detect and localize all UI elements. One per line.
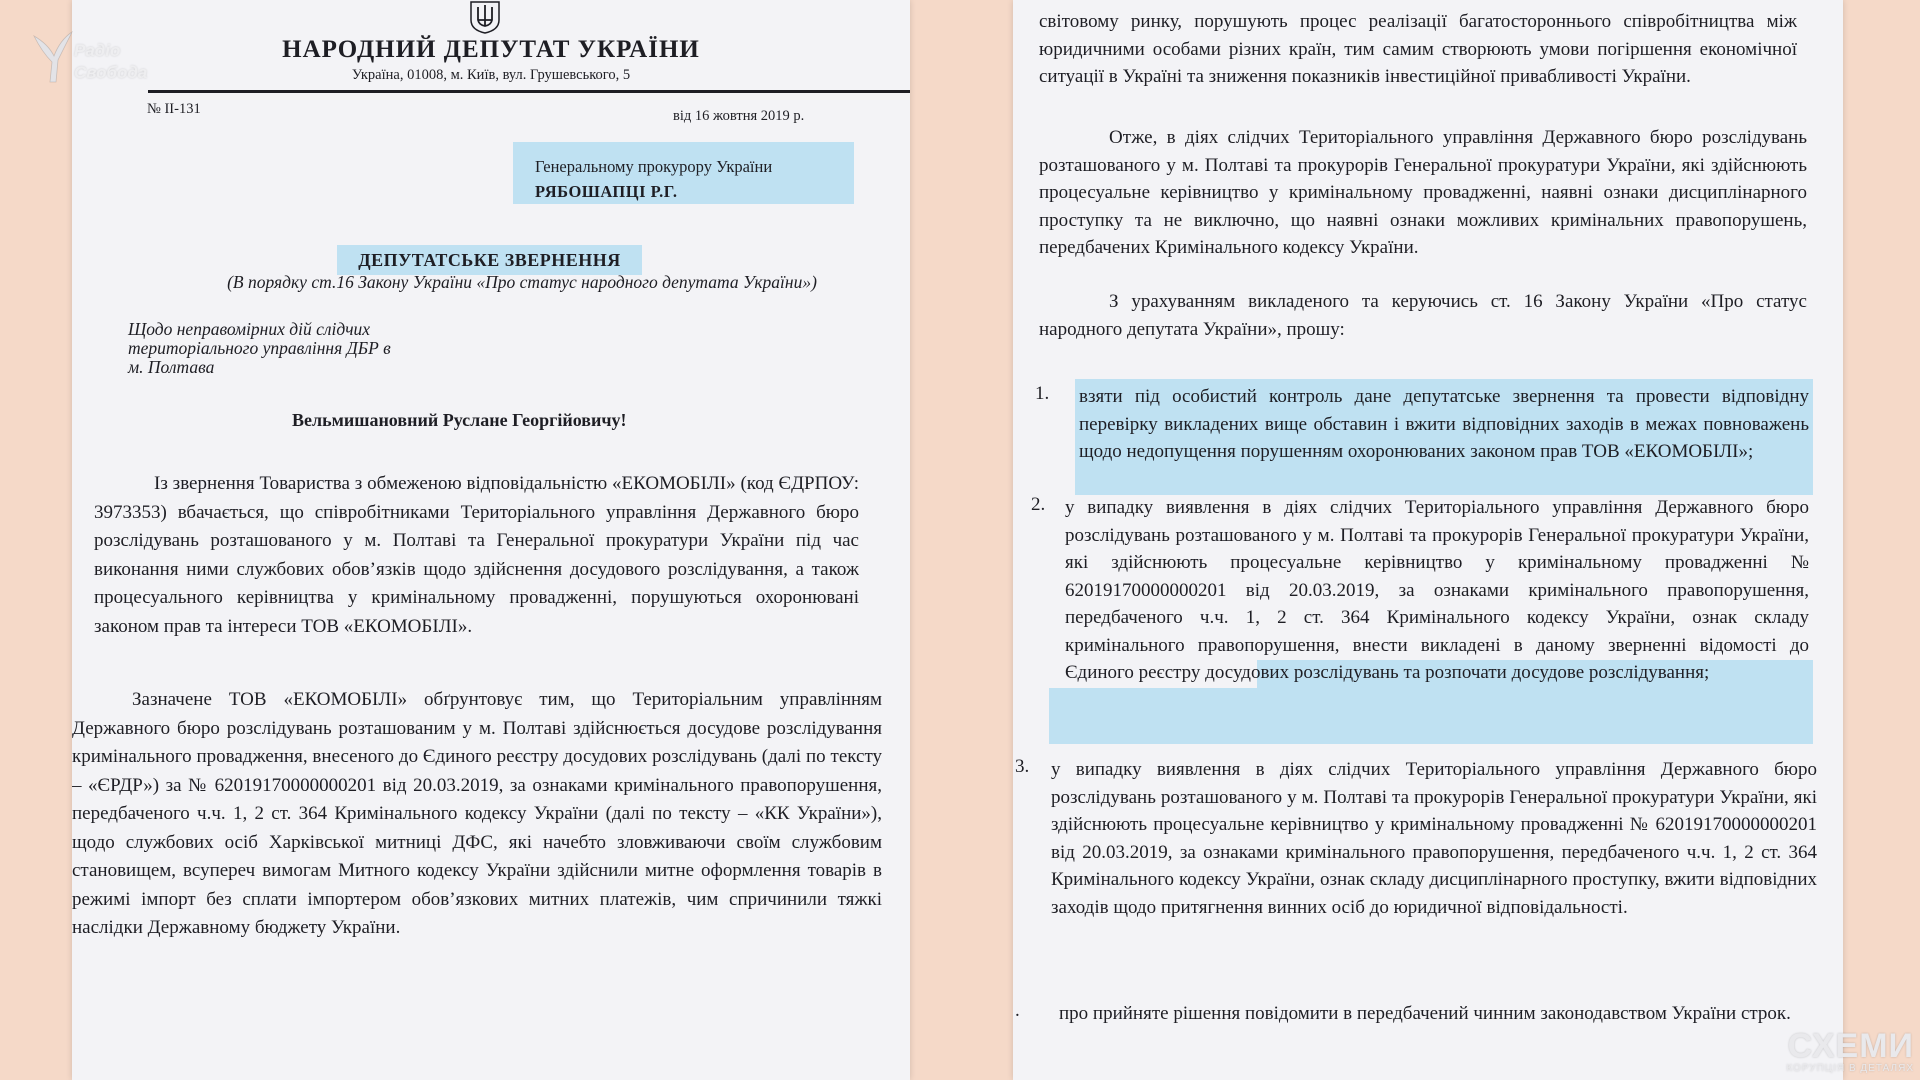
schemy-tagline: КОРУПЦІЯ В ДЕТАЛЯХ: [1786, 1063, 1914, 1074]
item-text-highlighted: внести викладені в даному зверненні відомості до Єдиного реєстру досудових розслідувань та розпочати досудове розслідування;: [1065, 634, 1810, 683]
schemy-watermark: [1786, 1029, 1914, 1074]
item-number: 1.: [1035, 383, 1050, 404]
item-number: .: [1015, 1000, 1020, 1021]
header-title: НАРОДНИЙ ДЕПУТАТ УКРАЇНИ: [282, 36, 700, 63]
header-address: Україна, 01008, м. Київ, вул. Грушевського, 5: [351, 67, 631, 83]
subject-line: м. Полтава: [128, 357, 215, 377]
item-text-part: у випадку виявлення в діях слідчих Територіального управління Державного бюро розслідувань розташованого у м. Полтаві та прокурорів Генеральної прокуратури України, які здійснюють процесуальне керівництво у кримінальному провадженні № 62019170000000201 від 20.03.2019, за ознаками кримінального правопорушення, передбаченого ч.ч. 1, 2 ст. 364 Кримінального кодексу України, ознак складу кримінального правопорушення,: [1065, 497, 1809, 656]
addressee-block: [513, 142, 854, 204]
item-text: про прийняте рішення повідомити в передбачений чинним законодавством України строк.: [1059, 1003, 1791, 1024]
body-paragraph: світовому ринку, порушують процес реалізації багатостороннього співробітництва між юридичними особами різних країн, тим самим створюють умови погіршення економічної ситуації в Україні та зниження показників інвестиційної привабливості України.: [1039, 11, 1797, 87]
bird-logo-icon: [30, 26, 74, 86]
body-paragraph: Із звернення Товариства з обмеженою відповідальністю «ЕКОМОБІЛІ» (код ЄДРПОУ: 3973353) вбачається, що співробітниками Територіального управління Державного бюро розслідувань розташованого у м. Полтаві та Генеральної прокуратури України під час виконання ними службових обов’язків щодо здійснення досудового розслідування, а також процесуального керівництва у кримінальному провадженні, порушуються охоронювані законом прав та інтереси ТОВ «ЕКОМОБІЛІ».: [94, 473, 859, 637]
trident-coat-of-arms-icon: [467, 0, 503, 34]
subject-line: Щодо неправомірних дій слідчих: [128, 319, 371, 339]
letter-page-1: [72, 0, 910, 1080]
addressee-position: Генеральному прокурору України: [535, 157, 773, 176]
highlight-box: [1049, 688, 1813, 744]
item-number: 3.: [1015, 756, 1030, 777]
item-text: взяти під особистий контроль дане депутатське звернення та провести відповідну перевірку викладених вище обставин і вжити відповідних заходів в межах повноважень щодо недопущення порушенням охоронюваних законом прав ТОВ «ЕКОМОБІЛІ»;: [1079, 386, 1809, 462]
reference-date: від 16 жовтня 2019 р.: [673, 108, 805, 124]
letter-page-2: [1013, 0, 1843, 1080]
subject-line: територіального управління ДБР в: [128, 338, 391, 358]
item-text: [1065, 494, 1809, 687]
item-number: 2.: [1031, 494, 1046, 515]
addressee-name: РЯБОШАПЦІ Р.Г.: [535, 182, 678, 201]
watermark-line: Свобода: [74, 63, 148, 82]
document-type-heading: ДЕПУТАТСЬКЕ ЗВЕРНЕННЯ: [337, 245, 642, 275]
subject-block: [128, 320, 488, 377]
radio-svoboda-watermark: [30, 26, 180, 96]
body-paragraph: Зазначене ТОВ «ЕКОМОБІЛІ» обґрунтовує тим, що Територіальним управлінням Державного бюро розслідувань розташованим у м. Полтаві здійснюється досудове розслідування кримінального провадження, внесеного до Єдиного реєстру досудових розслідувань (далі по тексту – «ЄРДР») за № 62019170000000201 від 20.03.2019, за ознаками кримінального правопорушення, передбаченого ч.ч. 1, 2 ст. 364 Кримінального кодексу України (далі по тексту – «КК України»), щодо службових осіб Харківської митниці ДФС, які начебто зловживаючи своїм службовим становищем, всупереч вимогам Митного кодексу України здійснили митне оформлення товарів в режимі імпорт без сплати імпортером обов’язкових митних платежів, чим спричинили тяжкі наслідки Державному бюджету України.: [72, 689, 882, 938]
header-divider: [148, 90, 910, 93]
reference-number: № ІІ-131: [147, 101, 201, 117]
document-legal-basis: (В порядку ст.16 Закону України «Про статус народного депутата України»): [227, 272, 817, 292]
schemy-logo: СХЕМИ: [1787, 1027, 1914, 1065]
salutation: Вельмишановний Руслане Георгійовичу!: [292, 410, 627, 430]
body-paragraph: Отже, в діях слідчих Територіального управління Державного бюро розслідувань розташованого у м. Полтаві та прокурорів Генеральної прокуратури України, які здійснюють процесуальне керівництво у кримінальному провадженні, наявні ознаки дисциплінарного проступку та не виключно, що наявні ознаки можливих кримінальних правопорушень, передбачених Кримінального кодексу України.: [1039, 127, 1807, 258]
request-intro: З урахуванням викладеного та керуючись ст. 16 Закону України «Про статус народного депутата України», прошу:: [1039, 291, 1807, 340]
item-text: у випадку виявлення в діях слідчих Територіального управління Державного бюро розслідувань розташованого у м. Полтаві та прокурорів Генеральної прокуратури України, які здійснюють процесуальне керівництво у кримінальному провадженні № 62019170000000201 від 20.03.2019, за ознаками кримінального правопорушення, передбаченого ч.ч. 1, 2 ст. 364 Кримінального кодексу України, ознак складу дисциплінарного проступку, вжити відповідних заходів щодо притягнення винних осіб до юридичної відповідальності.: [1051, 759, 1817, 918]
watermark-line: Радіо: [74, 41, 121, 60]
